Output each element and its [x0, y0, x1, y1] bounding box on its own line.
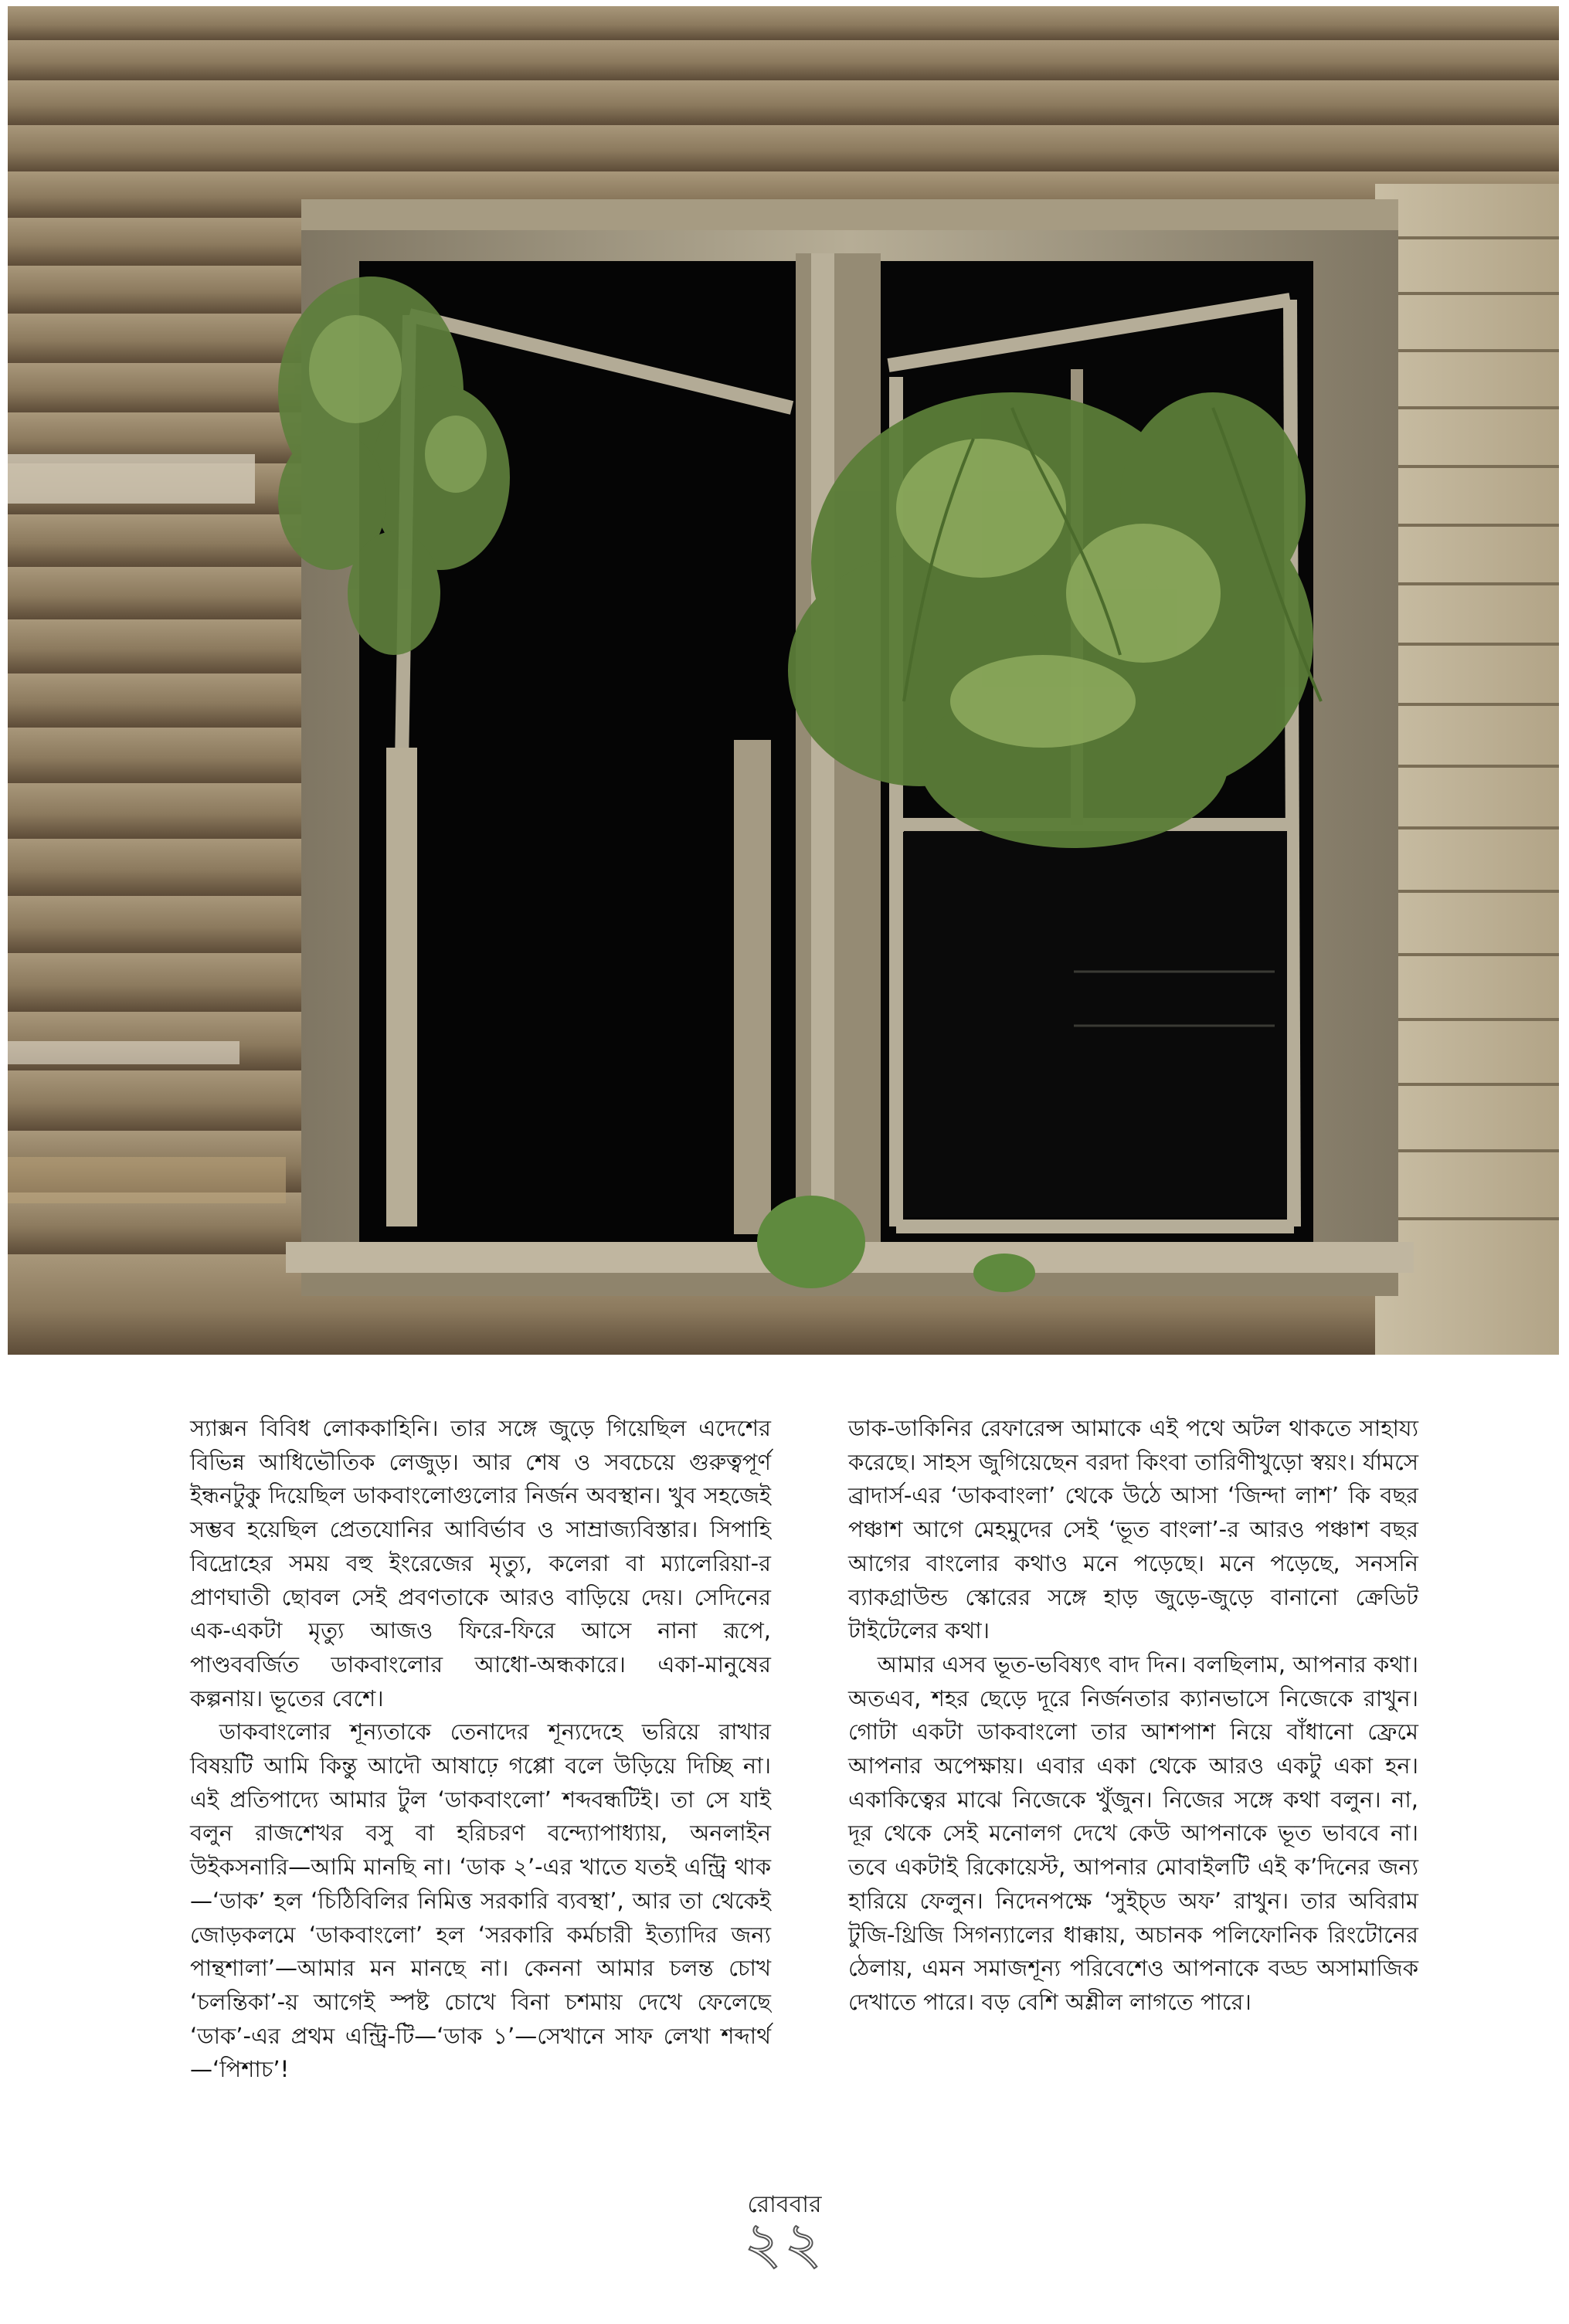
- article-paragraph: স্যাক্সন বিবিধ লোককাহিনি। তার সঙ্গে জুড়ে গিয়েছিল এদেশের বিভিন্ন আধিভৌতিক লেজুড়। আর শেষ ও সবচেয়ে গুরুত্বপূর্ণ ইন্ধনটুকু দিয়েছিল ডাকবাংলোগুলোর নির্জন অবস্থান। খুব সহজেই সম্ভব হয়েছিল প্রেতযোনির আবির্ভাব ও সাম্রাজ্যবিস্তার। সিপাহি বিদ্রোহের সময় বহু ইংরেজের মৃত্যু, কলেরা বা ম্যালেরিয়া-র প্রাণঘাতী ছোবল সেই প্রবণতাকে আরও বাড়িয়ে দেয়। সেদিনের এক-একটা মৃত্যু আজও ফিরে-ফিরে আসে নানা রূপে, পাণ্ডববর্জিত ডাকবাংলোর আধো-অন্ধকারে। একা-মানুষের কল্পনায়। ভূতের বেশে।: [190, 1415, 771, 1712]
- window-photo: [8, 6, 1559, 1355]
- article-paragraph: আমার এসব ভূত-ভবিষ্যৎ বাদ দিন। বলছিলাম, আপনার কথা। অতএব, শহর ছেড়ে দূরে নির্জনতার ক্যানভাসে নিজেকে রাখুন। গোটা একটা ডাকবাংলো তার আশপাশ নিয়ে বাঁধানো ফ্রেমে আপনার অপেক্ষায়। এবার একা থেকে আরও একটু একা হন। একাকিত্বের মাঝে নিজেকে খুঁজুন। নিজের সঙ্গে কথা বলুন। না, দূর থেকে সেই মনোলগ দেখে কেউ আপনাকে ভূত ভাববে না। তবে একটাই রিকোয়েস্ট, আপনার মোবাইলটি এই ক’দিনের জন্য হারিয়ে ফেলুন। নিদেনপক্ষে ‘সুইচ্‌ড অফ’ রাখুন। তার অবিরাম টুজি-থ্রিজি সিগন্যালের ধাক্কায়, অচানক পলিফোনিক রিংটোনের ঠেলায়, এমন সমাজশূন্য পরিবেশেও আপনাকে বড্ড অসামাজিক দেখাতে পারে। বড় বেশি অশ্লীল লাগতে পারে।: [848, 1651, 1418, 2015]
- magazine-name: রোববার: [747, 2191, 822, 2218]
- page-number: ২২: [744, 2210, 825, 2277]
- article-column-left: [190, 1412, 771, 2087]
- article-paragraph: ডাকবাংলোর শূন্যতাকে তেনাদের শূন্যদেহে ভরিয়ে রাখার বিষয়টি আমি কিন্তু আদৌ আষাঢ়ে গপ্পো বলে উড়িয়ে দিচ্ছি না। এই প্রতিপাদ্যে আমার টুল ‘ডাকবাংলো’ শব্দবন্ধটিই। তা সে যাই বলুন রাজশেখর বসু বা হরিচরণ বন্দ্যোপাধ্যায়, অনলাইন উইকসনারি—আমি মানছি না। ‘ডাক ২’-এর খাতে যতই এন্ট্রি থাক—‘ডাক’ হল ‘চিঠিবিলির নিমিত্ত সরকারি ব্যবস্থা’, আর তা থেকেই জোড়কলমে ‘ডাকবাংলো’ হল ‘সরকারি কর্মচারী ইত্যাদির জন্য পান্থশালা’—আমার মন মানছে না। কেননা আমার চলন্ত চোখ ‘চলন্তিকা’-য় আগেই স্পষ্ট চোখে বিনা চশমায় দেখে ফেলেছে ‘ডাক’-এর প্রথম এন্ট্রি-টি—‘ডাক ১’—সেখানে সাফ লেখা শব্দার্থ—‘পিশাচ’!: [190, 1718, 771, 2083]
- article-paragraph: ডাক-ডাকিনির রেফারেন্স আমাকে এই পথে অটল থাকতে সাহায্য করেছে। সাহস জুগিয়েছেন বরদা কিংবা তারিণীখুড়ো স্বয়ং। র্যামসে ব্রাদার্স-এর ‘ডাকবাংলা’ থেকে উঠে আসা ‘জিন্দা লাশ’ কি বছর পঞ্চাশ আগে মেহমুদের সেই ‘ভূত বাংলা’-র আরও পঞ্চাশ বছর আগের বাংলোর কথাও মনে পড়েছে। মনে পড়েছে, সনসনি ব্যাকগ্রাউন্ড স্কোরের সঙ্গে হাড় জুড়ে-জুড়ে বানানো ক্রেডিট টাইটেলের কথা।: [848, 1415, 1418, 1644]
- article-column-right: [848, 1412, 1418, 2020]
